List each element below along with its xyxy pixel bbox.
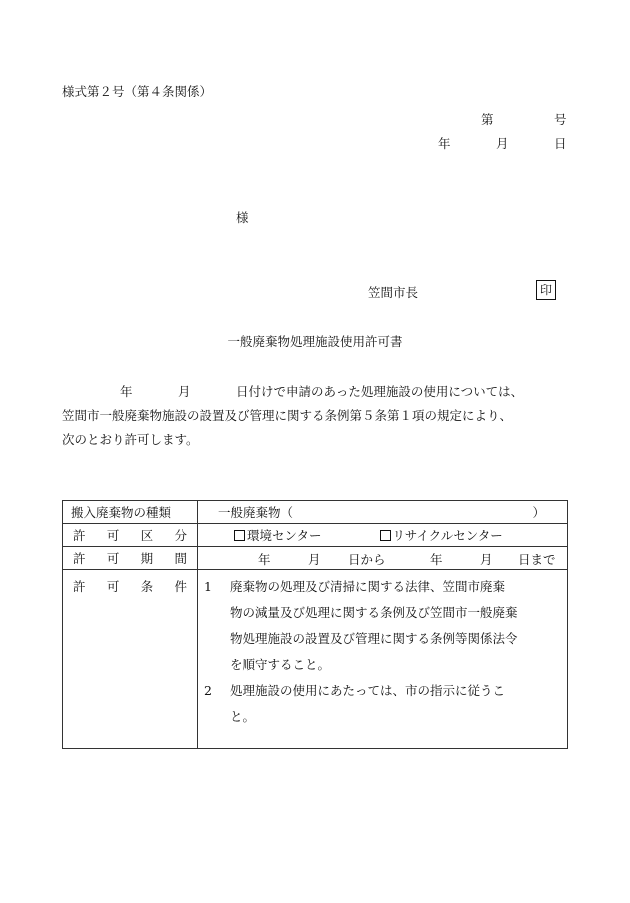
table-row-waste-type: [63, 501, 568, 524]
option-environment-center[interactable]: 環境センター: [234, 528, 326, 543]
body-line1-text: 日付けで申請のあった処理施設の使用については、: [236, 384, 524, 399]
condition-item-2: 2 処理施設の使用にあたっては、市の指示に従うこ と。: [204, 683, 506, 724]
waste-type-prefix: 一般廃棄物（: [218, 505, 294, 520]
checkbox-recycle-center[interactable]: [380, 530, 391, 541]
issuer-name: 笠間市長: [368, 285, 419, 300]
body-month-label: 月: [178, 384, 191, 399]
table-row-permit-category: [63, 524, 568, 547]
permit-period-value: 年 月 日から 年 月 日まで: [198, 547, 568, 570]
date-month-label: 月: [496, 136, 509, 151]
permit-category-value: [198, 524, 568, 547]
number-go-label: 号: [554, 112, 567, 127]
permit-table: [62, 500, 568, 749]
form-number: 様式第２号（第４条関係）: [62, 84, 213, 99]
waste-type-suffix: ）: [532, 505, 545, 520]
date-day-label: 日: [554, 136, 567, 151]
waste-type-label: 搬入廃棄物の種類: [63, 501, 198, 524]
document-title: 一般廃棄物処理施設使用許可書: [227, 334, 403, 349]
addressee-sama: 様: [236, 210, 249, 225]
option-recycle-center[interactable]: リサイクルセンター: [380, 528, 503, 543]
body-line2: 笠間市一般廃棄物施設の設置及び管理に関する条例第５条第１項の規定により、: [62, 408, 513, 423]
date-year-label: 年: [438, 136, 451, 151]
seal-mark: 印: [536, 280, 556, 300]
table-row-permit-period: [63, 547, 568, 570]
table-row-permit-conditions: [63, 570, 568, 749]
permit-period-label: 許 可 期 間: [63, 547, 198, 570]
body-line3: 次のとおり許可します。: [62, 432, 199, 447]
body-year-label: 年: [120, 384, 133, 399]
permit-conditions-label: 許 可 条 件: [63, 570, 198, 749]
condition-item-1: 1 廃棄物の処理及び清掃に関する法律、笠間市廃棄 物の減量及び処理に関する条例及び笠間市一般廃棄 物処理施設の設置及び管理に関する条例等関係法令 を順守すること。: [204, 579, 518, 672]
checkbox-environment-center[interactable]: [234, 530, 245, 541]
permit-conditions-value: [198, 570, 568, 749]
waste-type-value: [198, 501, 568, 524]
number-dai-label: 第: [481, 112, 494, 127]
permit-category-label: 許 可 区 分: [63, 524, 198, 547]
